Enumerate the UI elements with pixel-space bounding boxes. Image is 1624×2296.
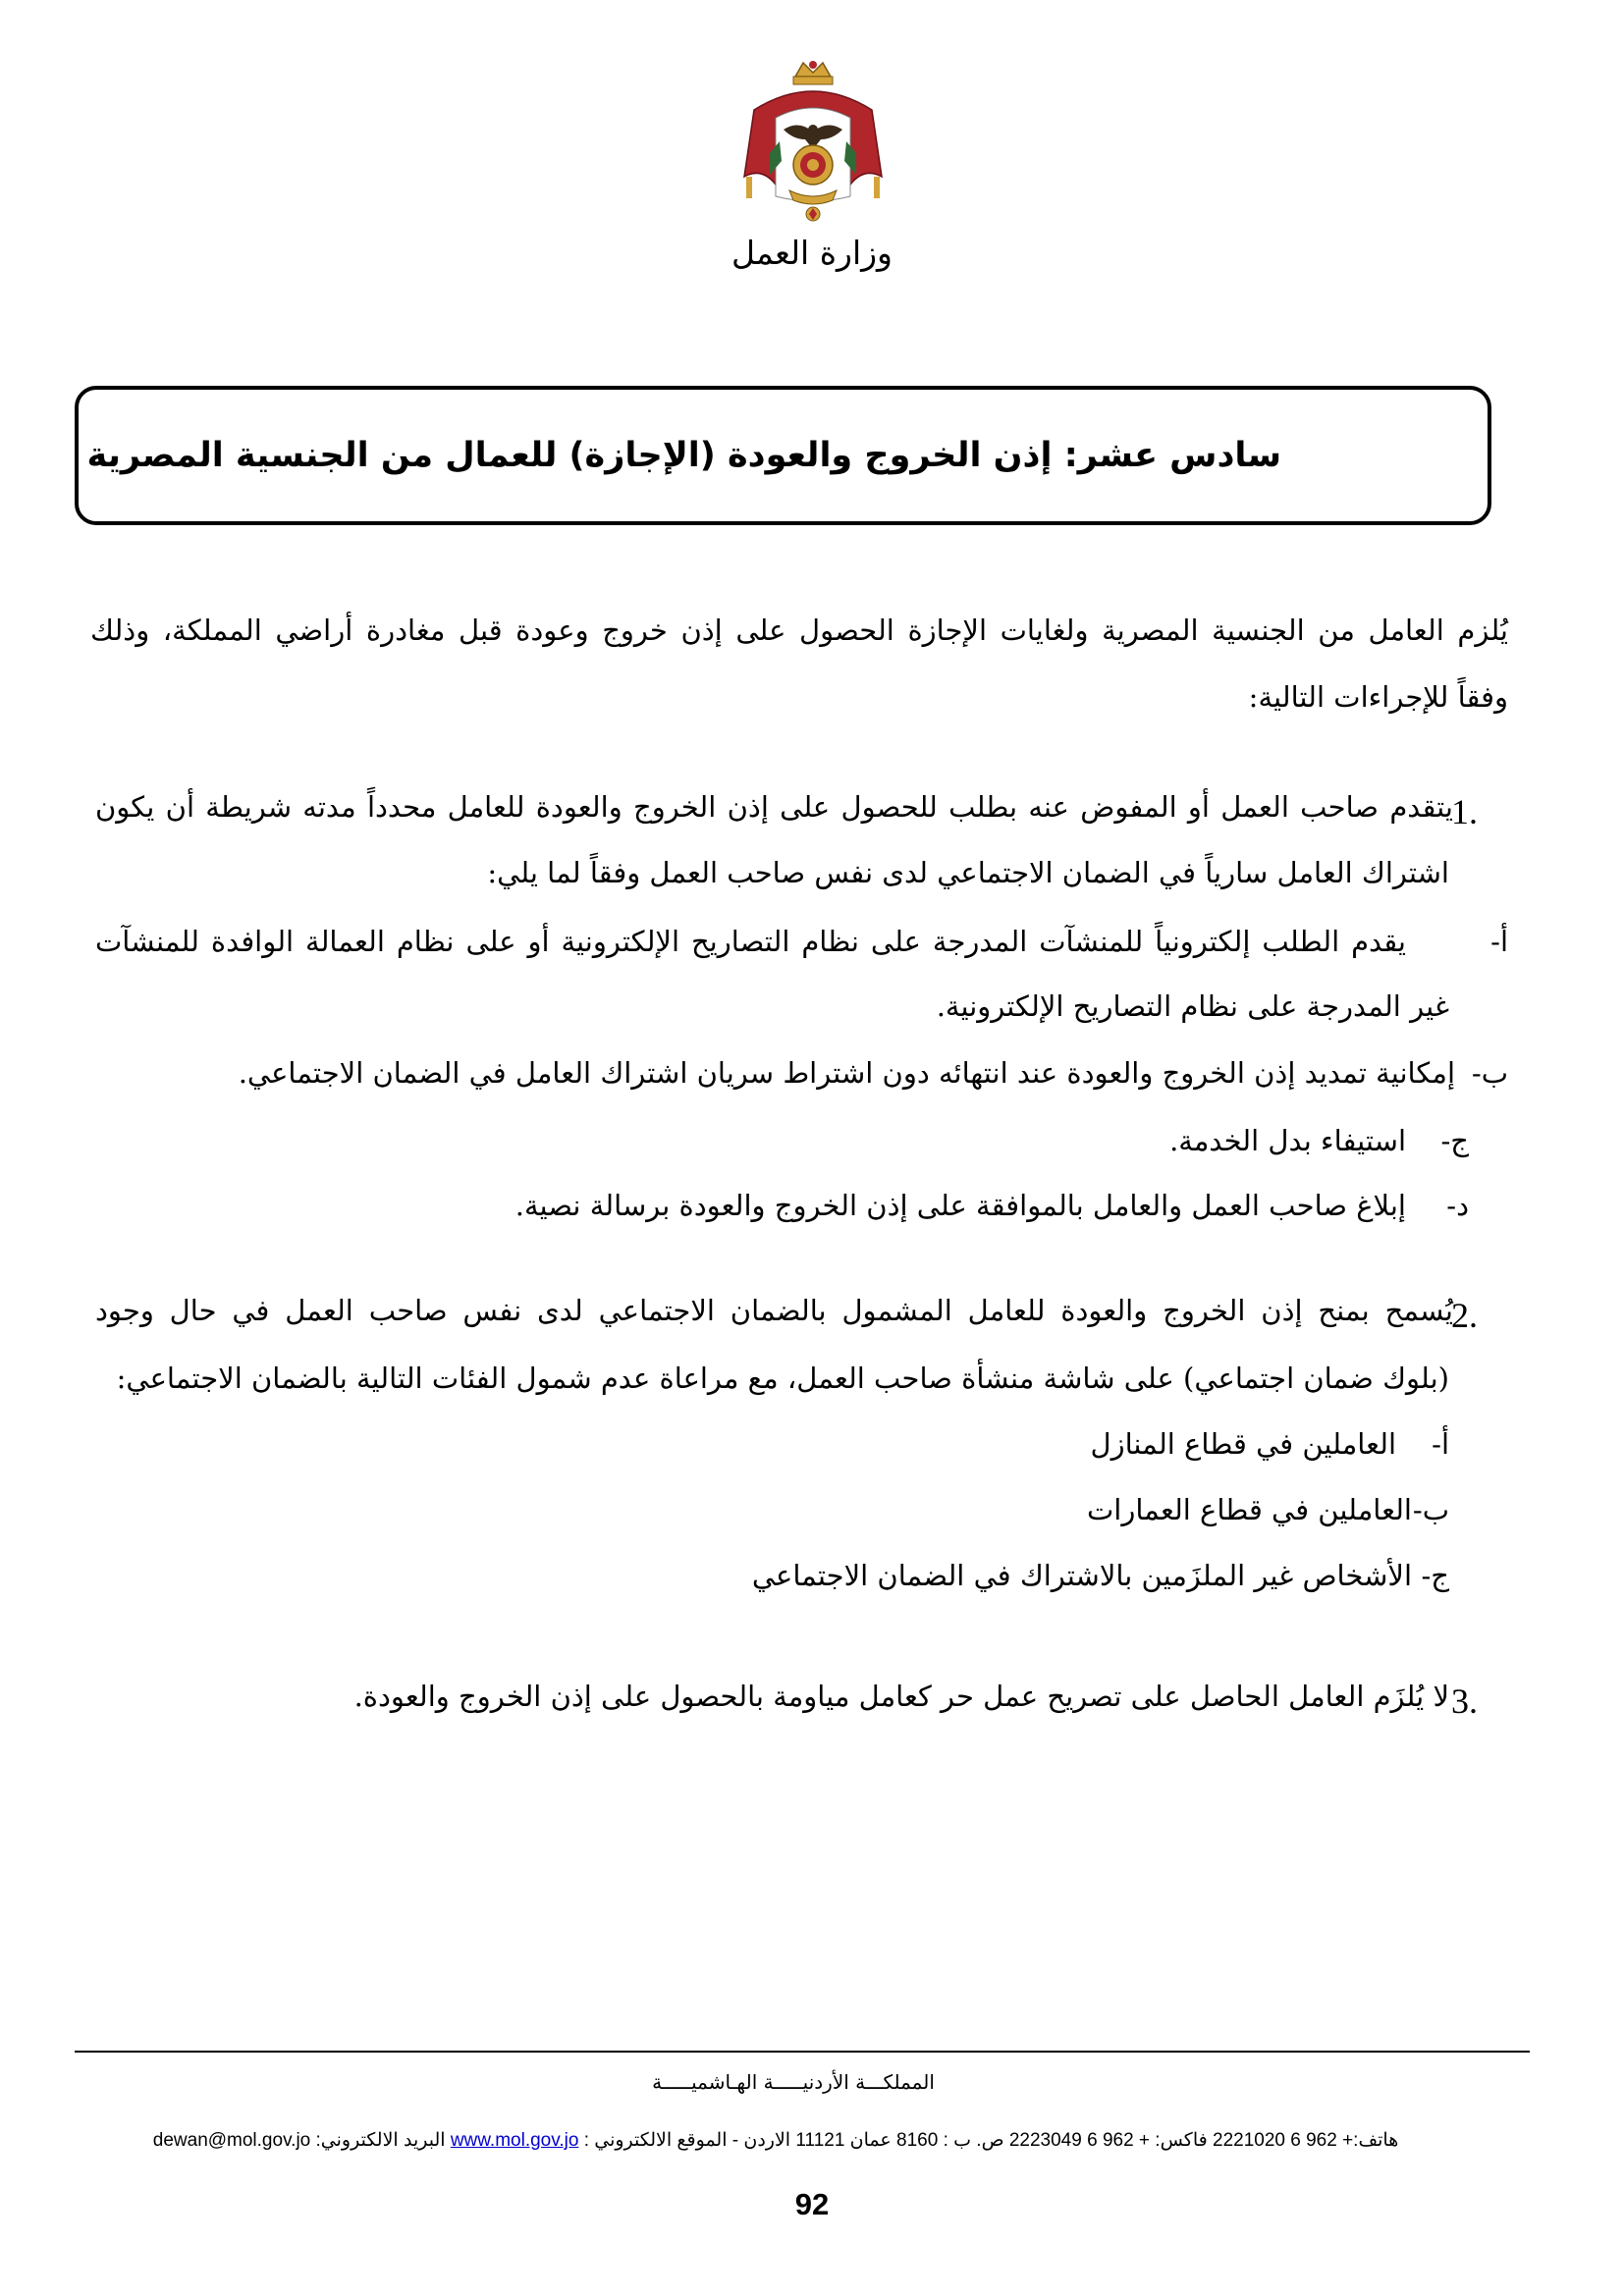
subitem-line: الأشخاص غير الملزَمين بالاشتراك في الضمان الاجتماعي bbox=[751, 1559, 1412, 1592]
item-line: يُسمح بمنح إذن الخروج والعودة للعامل المشمول بالضمان الاجتماعي لدى نفس صاحب العمل في حال وجود bbox=[95, 1294, 1453, 1327]
item-number: 3. bbox=[1451, 1682, 1478, 1721]
item-number: 2. bbox=[1451, 1296, 1478, 1335]
subitem-line: استيفاء بدل الخدمة. bbox=[1169, 1124, 1406, 1157]
footer-contact-suffix: البريد الالكتروني: dewan@mol.gov.jo bbox=[152, 2130, 446, 2151]
subitem-line: إبلاغ صاحب العمل والعامل بالموافقة على إذن الخروج والعودة برسالة نصية. bbox=[514, 1189, 1406, 1222]
subitem-marker: ب- bbox=[1471, 1056, 1508, 1090]
item-line: (بلوك ضمان اجتماعي) على شاشة منشأة صاحب العمل، مع مراعاة عدم شمول الفئات التالية بالضمان الاجتماعي: bbox=[116, 1362, 1449, 1395]
ministry-name: وزارة العمل bbox=[731, 234, 893, 272]
subitem-marker: ب- bbox=[1412, 1493, 1449, 1526]
subitem-line: العاملين في قطاع العمارات bbox=[1086, 1493, 1412, 1526]
coat-of-arms-icon bbox=[734, 59, 892, 231]
footer-country: المملكـــة الأردنيـــــة الهـاشميـــــة bbox=[652, 2070, 935, 2094]
page-number: 92 bbox=[794, 2187, 830, 2221]
item-line: اشتراك العامل سارياً في الضمان الاجتماعي لدى نفس صاحب العمل وفقاً لما يلي: bbox=[487, 856, 1449, 889]
subitem-marker: ج- bbox=[1421, 1559, 1449, 1592]
footer-divider bbox=[75, 2051, 1530, 2053]
subitem-marker: د- bbox=[1446, 1189, 1469, 1222]
subitem-marker: أ- bbox=[1432, 1427, 1449, 1461]
item-line: يتقدم صاحب العمل أو المفوض عنه بطلب للحصول على إذن الخروج والعودة للعامل محدداً مدته شريطة أن يكون bbox=[95, 790, 1453, 824]
title-box bbox=[75, 386, 1491, 525]
item-line: لا يُلزَم العامل الحاصل على تصريح عمل حر كعامل مياومة بالحصول على إذن الخروج والعودة. bbox=[353, 1680, 1449, 1713]
footer-contact bbox=[98, 2129, 1453, 2152]
subitem-line: غير المدرجة على نظام التصاريح الإلكترونية. bbox=[936, 989, 1449, 1023]
footer-contact-prefix: هاتف:+ 962 6 2221020 فاكس: + 962 6 2223049 ص. ب : 8160 عمان 11121 الاردن - الموقع الالكتروني : bbox=[583, 2130, 1399, 2151]
subitem-line: إمكانية تمديد إذن الخروج والعودة عند انتهائه دون اشتراط سريان اشتراك العامل في الضمان الاجتماعي. bbox=[238, 1056, 1455, 1090]
subitem-line: العاملين في قطاع المنازل bbox=[1090, 1427, 1396, 1461]
intro-line-2: وفقاً للإجراءات التالية: bbox=[1248, 680, 1508, 714]
page-title: سادس عشر: إذن الخروج والعودة (الإجازة) للعمال من الجنسية المصرية bbox=[86, 436, 1281, 475]
subitem-marker: ج- bbox=[1440, 1124, 1469, 1157]
subitem-line: يقدم الطلب إلكترونياً للمنشآت المدرجة على نظام التصاريح الإلكترونية أو على نظام العمالة الوافدة للمنشآت bbox=[95, 925, 1406, 958]
website-link[interactable]: www.mol.gov.jo bbox=[450, 2130, 579, 2151]
subitem-marker: أ- bbox=[1490, 925, 1508, 958]
item-number: 1. bbox=[1451, 792, 1478, 831]
intro-line-1: يُلزم العامل من الجنسية المصرية ولغايات الإجازة الحصول على إذن خروج وعودة قبل مغادرة أراضي المملكة، وذلك bbox=[90, 614, 1508, 647]
